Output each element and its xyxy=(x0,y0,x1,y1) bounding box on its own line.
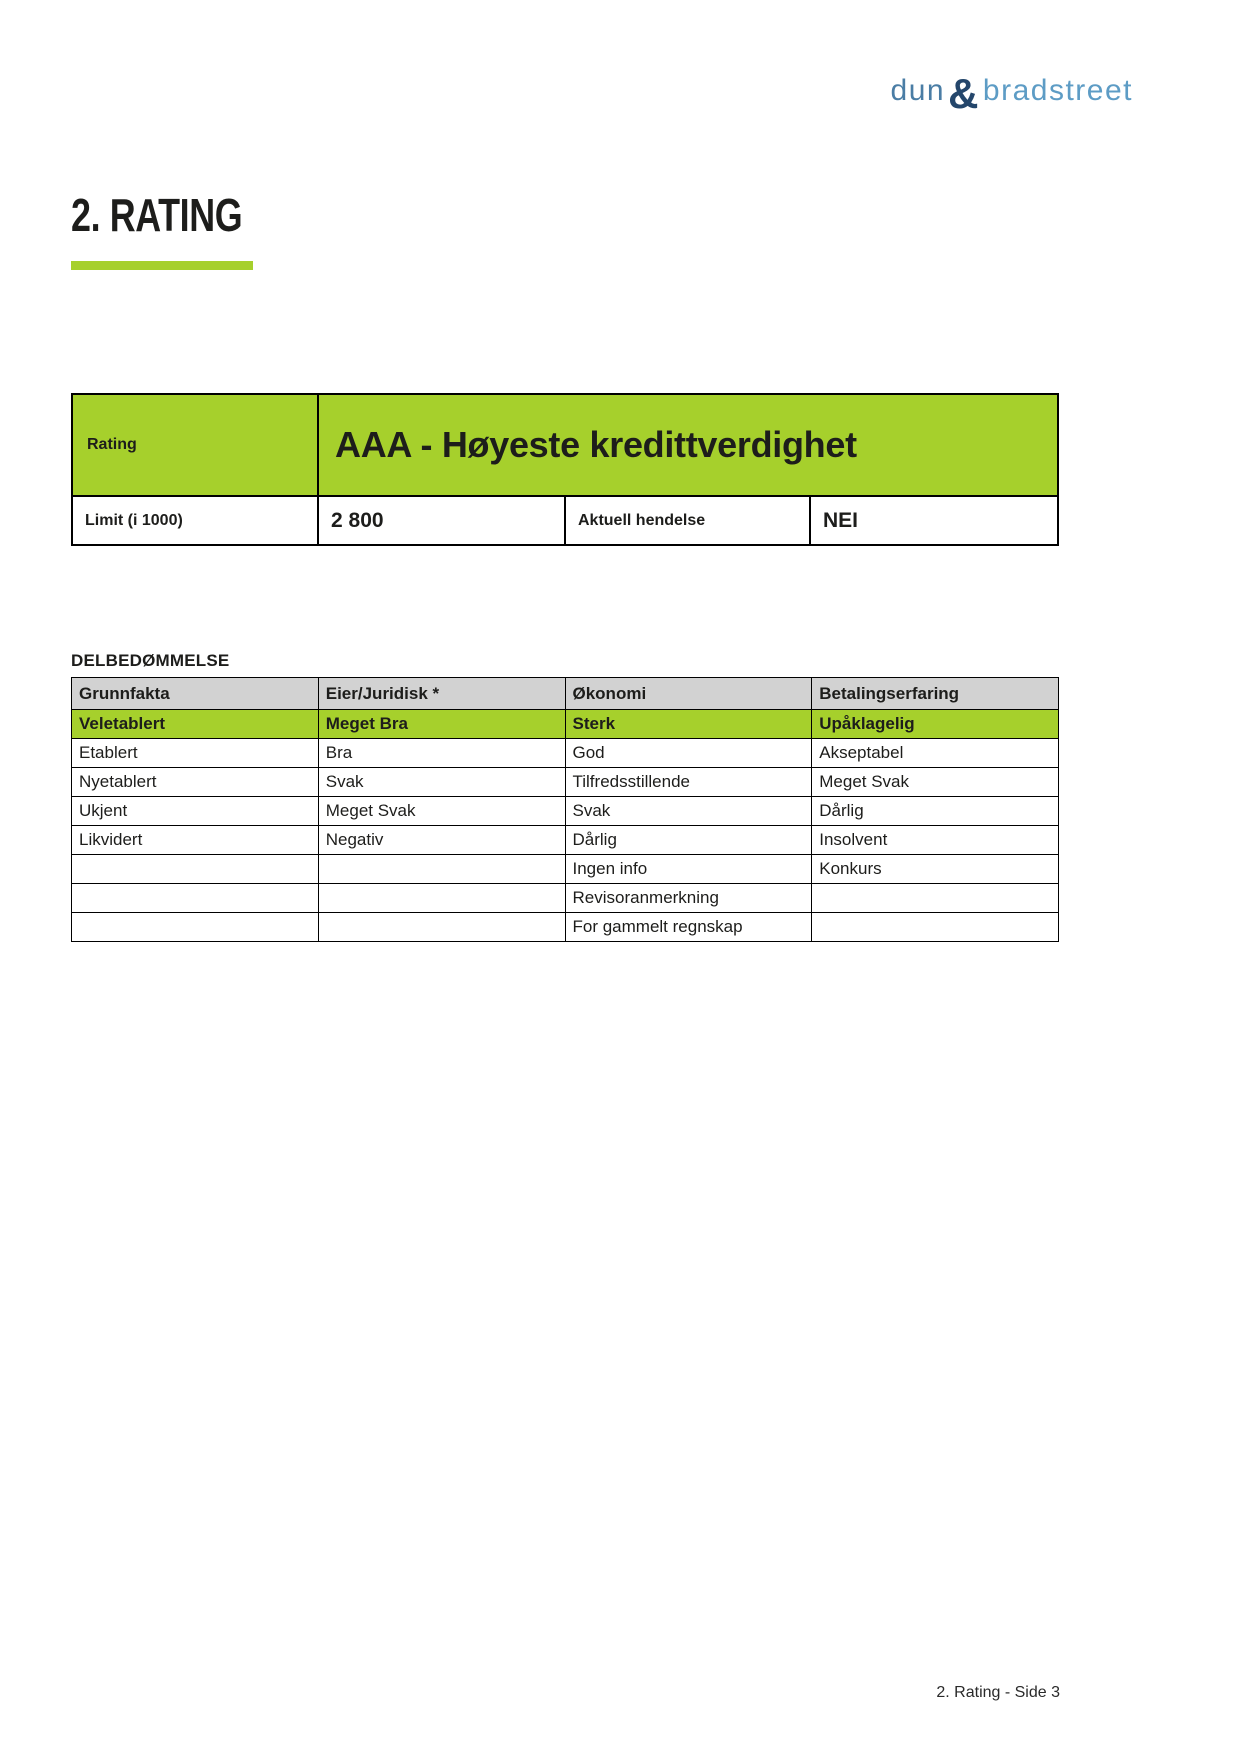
table-cell: Meget Svak xyxy=(318,797,565,826)
selected-cell: Upåklagelig xyxy=(812,710,1059,739)
assessment-row xyxy=(72,768,1059,797)
assessment-selected-row xyxy=(72,710,1059,739)
rating-table xyxy=(71,393,1059,546)
table-cell xyxy=(318,855,565,884)
table-cell: Negativ xyxy=(318,826,565,855)
table-cell: For gammelt regnskap xyxy=(565,913,812,942)
event-value-cell: NEI xyxy=(823,508,859,532)
selected-cell: Veletablert xyxy=(72,710,319,739)
limit-row xyxy=(71,497,1059,546)
table-cell xyxy=(318,913,565,942)
table-cell xyxy=(812,884,1059,913)
assessment-row xyxy=(72,855,1059,884)
assessment-row xyxy=(72,797,1059,826)
header-cell-eier-juridisk: Eier/Juridisk * xyxy=(318,678,565,710)
header-cell-okonomi: Økonomi xyxy=(565,678,812,710)
assessment-row xyxy=(72,826,1059,855)
title-underline-bar xyxy=(71,261,253,270)
header-cell-grunnfakta: Grunnfakta xyxy=(72,678,319,710)
page-footer: 2. Rating - Side 3 xyxy=(936,1684,1060,1701)
table-cell: Ingen info xyxy=(565,855,812,884)
table-cell: God xyxy=(565,739,812,768)
logo-ampersand-icon: & xyxy=(948,70,980,117)
table-cell: Svak xyxy=(318,768,565,797)
assessment-section-title: DELBEDØMMELSE xyxy=(71,651,230,670)
assessment-table xyxy=(71,677,1059,942)
table-cell: Ukjent xyxy=(72,797,319,826)
table-cell: Likvidert xyxy=(72,826,319,855)
rating-label-cell: Rating xyxy=(73,395,319,495)
table-cell: Nyetablert xyxy=(72,768,319,797)
table-cell: Dårlig xyxy=(565,826,812,855)
logo-text-bradstreet: bradstreet xyxy=(982,74,1133,107)
assessment-row xyxy=(72,884,1059,913)
table-cell: Konkurs xyxy=(812,855,1059,884)
event-label-cell: Aktuell hendelse xyxy=(566,497,811,544)
table-cell: Bra xyxy=(318,739,565,768)
assessment-row xyxy=(72,739,1059,768)
table-cell: Svak xyxy=(565,797,812,826)
assessment-row xyxy=(72,913,1059,942)
table-cell: Insolvent xyxy=(812,826,1059,855)
table-cell: Etablert xyxy=(72,739,319,768)
selected-cell: Sterk xyxy=(565,710,812,739)
rating-row xyxy=(71,393,1059,497)
table-cell xyxy=(318,884,565,913)
dun-bradstreet-logo xyxy=(890,70,1133,117)
logo-text-dun: dun xyxy=(890,74,946,107)
table-cell xyxy=(72,913,319,942)
table-cell xyxy=(72,855,319,884)
assessment-header-row xyxy=(72,678,1059,710)
table-cell xyxy=(812,913,1059,942)
section-title: 2. RATING xyxy=(71,189,243,241)
table-cell: Tilfredsstillende xyxy=(565,768,812,797)
rating-value-cell: AAA - Høyeste kredittverdighet xyxy=(335,424,857,465)
header-cell-betalingserfaring: Betalingserfaring xyxy=(812,678,1059,710)
selected-cell: Meget Bra xyxy=(318,710,565,739)
table-cell: Akseptabel xyxy=(812,739,1059,768)
table-cell: Meget Svak xyxy=(812,768,1059,797)
table-cell: Revisoranmerkning xyxy=(565,884,812,913)
table-cell: Dårlig xyxy=(812,797,1059,826)
limit-value-cell: 2 800 xyxy=(319,497,566,544)
limit-label-cell: Limit (i 1000) xyxy=(73,497,319,544)
table-cell xyxy=(72,884,319,913)
